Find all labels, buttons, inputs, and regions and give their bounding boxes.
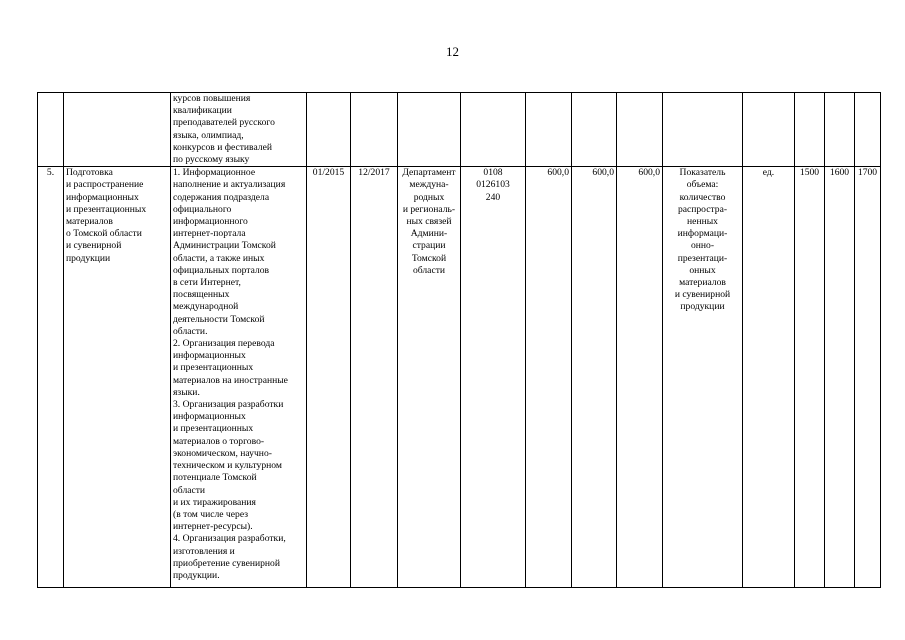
cell-empty xyxy=(825,93,855,167)
budget-code: 0108 0126103 240 xyxy=(461,167,526,588)
activity-continuation: курсов повышения квалификации преподавателей русского языка, олимпиад, конкурсов и фестивалей по русскому языку xyxy=(171,93,307,167)
value-1: 1500 xyxy=(795,167,825,588)
amount-2: 600,0 xyxy=(572,167,617,588)
cell-empty xyxy=(64,93,171,167)
activities-list: 1. Информационное наполнение и актуализация содержания подраздела официального информационного интернет-портала Администрации Томской области, а также иных официальных порталов в сети Интернет, посвященных международной деятельности Томской области. 2. Организация перевода информационных и презентационных материалов на иностранные языки. 3. Организация разработки информационных и презентационных материалов о торгово- экономическом, научно- техническом и культурном потенциале Томской области и их тиражирования (в том числе через интернет-ресурсы). 4. Организация разработки, изготовления и приобретение сувенирной продукции. xyxy=(171,167,307,588)
unit: ед. xyxy=(743,167,795,588)
cell-empty xyxy=(526,93,572,167)
cell-empty xyxy=(855,93,881,167)
end-date: 12/2017 xyxy=(351,167,398,588)
amount-3: 600,0 xyxy=(617,167,663,588)
value-2: 1600 xyxy=(825,167,855,588)
measure-name: Подготовка и распространение информационных и презентационных материалов о Томской области и сувенирной продукции xyxy=(64,167,171,588)
table-row-continuation xyxy=(38,93,881,167)
executor: Департамент междуна- родных и региональ- ных связей Админи- страции Томской области xyxy=(398,167,461,588)
row-number: 5. xyxy=(38,167,64,588)
cell-empty xyxy=(351,93,398,167)
cell-empty xyxy=(38,93,64,167)
cell-empty xyxy=(572,93,617,167)
start-date: 01/2015 xyxy=(307,167,351,588)
cell-empty xyxy=(307,93,351,167)
cell-empty xyxy=(795,93,825,167)
cell-empty xyxy=(461,93,526,167)
table-row-5 xyxy=(38,167,881,588)
page-number: 12 xyxy=(446,44,459,59)
indicator: Показатель объема: количество распростра- ненных информаци- онно- презентаци- онных материалов и сувенирной продукции xyxy=(663,167,743,588)
cell-empty xyxy=(743,93,795,167)
value-3: 1700 xyxy=(855,167,881,588)
cell-empty xyxy=(398,93,461,167)
cell-empty xyxy=(663,93,743,167)
cell-empty xyxy=(617,93,663,167)
amount-1: 600,0 xyxy=(526,167,572,588)
program-table xyxy=(37,92,881,588)
